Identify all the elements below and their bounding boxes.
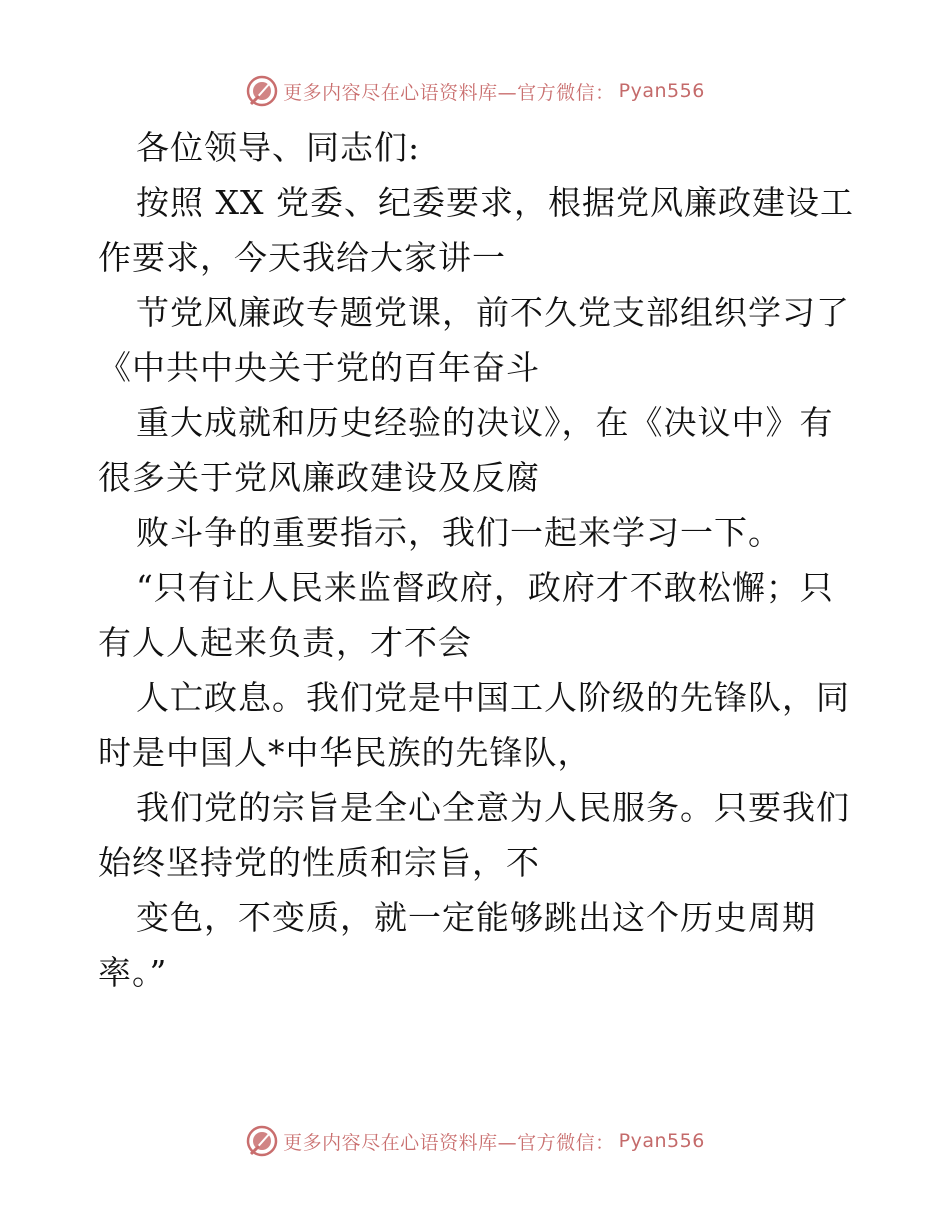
watermark-text: 更多内容尽在心语资料库—官方微信： [283, 1131, 615, 1154]
text-line: 《中共中央关于党的百年奋斗 [98, 348, 540, 387]
text-line: 败斗争的重要指示，我们一起来学习一下。 [136, 513, 782, 552]
text-line: 时是中国人*中华民族的先锋队， [98, 733, 592, 772]
text-line: 人亡政息。我们党是中国工人阶级的先锋队，同 [136, 678, 850, 717]
text-line: 重大成就和历史经验的决议》，在《决议中》有 [136, 403, 834, 442]
quote-line: 有人人起来负责，才不会 [98, 623, 472, 662]
header-watermark [0, 74, 950, 108]
text-line: 很多关于党风廉政建设及反腐 [98, 458, 540, 497]
text-line: 率。” [98, 953, 168, 992]
footer-watermark [0, 1124, 950, 1158]
text-line: 始终坚持党的性质和宗旨，不 [98, 843, 540, 882]
text-line: 按照 XX 党委、纪委要求，根据党风廉政建设工 [136, 183, 854, 222]
watermark-wechat-id: Pyan556 [618, 80, 705, 102]
document-body [98, 120, 858, 1000]
text-line: 作要求，今天我给大家讲一 [98, 238, 506, 277]
quill-seal-icon [245, 74, 279, 108]
watermark-wechat-id: Pyan556 [618, 1130, 705, 1152]
text-line: 我们党的宗旨是全心全意为人民服务。只要我们 [136, 788, 850, 827]
quote-line: “只有让人民来监督政府，政府才不敢松懈；只 [136, 568, 834, 607]
quill-seal-icon [245, 1124, 279, 1158]
text-line: 变色，不变质，就一定能够跳出这个历史周期 [136, 898, 816, 937]
text-line: 节党风廉政专题党课，前不久党支部组织学习了 [136, 293, 850, 332]
salutation-line: 各位领导、同志们: [136, 128, 421, 167]
watermark-text: 更多内容尽在心语资料库—官方微信： [283, 81, 615, 104]
